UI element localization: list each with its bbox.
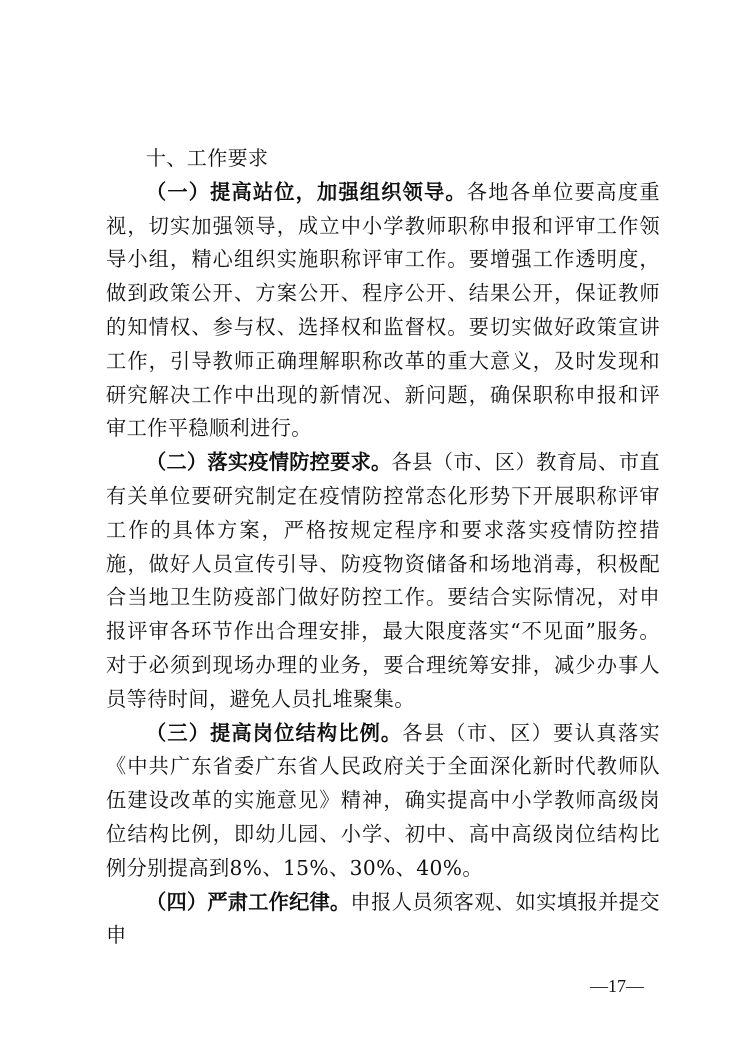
paragraph-3 [106,717,660,886]
page-number: —17— [590,976,644,996]
paragraph-1 [106,176,660,446]
paragraph-4-lead: （四）严肃工作纪律。 [146,889,351,914]
paragraph-2-lead: （二）落实疫情防控要求。 [146,450,392,475]
document-body [106,142,660,953]
paragraph-1-body: 各地各单位要高度重视，切实加强领导，成立中小学教师职称申报和评审工作领导小组，精心组织实施职称评审工作。要增强工作透明度，做到政策公开、方案公开、程序公开、结果公开，保证教师的知情权、参与权、选择权和监督权。要切实做好政策宣讲工作，引导教师正确理解职称改革的重大意义，及时发现和研究解决工作中出现的新情况、新问题，确保职称申报和评审工作平稳顺利进行。 [106,179,660,441]
paragraph-3-lead: （三）提高岗位结构比例。 [146,720,403,745]
paragraph-1-lead: （一）提高站位，加强组织领导。 [146,179,467,204]
paragraph-4 [106,886,660,954]
paragraph-3-body: 各县（市、区）要认真落实《中共广东省委广东省人民政府关于全面深化新时代教师队伍建设改革的实施意见》精神，确实提高中小学教师高级岗位结构比例，即幼儿园、小学、初中、高中高级岗位结构比例分别提高到8%、15%、30%、40%。 [106,720,660,880]
paragraph-2 [106,446,660,716]
section-heading: 十、工作要求 [146,146,269,170]
paragraph-2-body: 各县（市、区）教育局、市直有关单位要研究制定在疫情防控常态化形势下开展职称评审工作的具体方案，严格按规定程序和要求落实疫情防控措施，做好人员宣传引导、防疫物资储备和场地消毒，积极配合当地卫生防疫部门做好防控工作。要结合实际情况，对申报评审各环节作出合理安排，最大限度落实“不见面”服务。对于必须到现场办理的业务，要合理统筹安排，减少办事人员等待时间，避免人员扎堆聚集。 [106,450,661,711]
paragraph-4-body: 申报人员须客观、如实填报并提交申 [106,889,660,948]
